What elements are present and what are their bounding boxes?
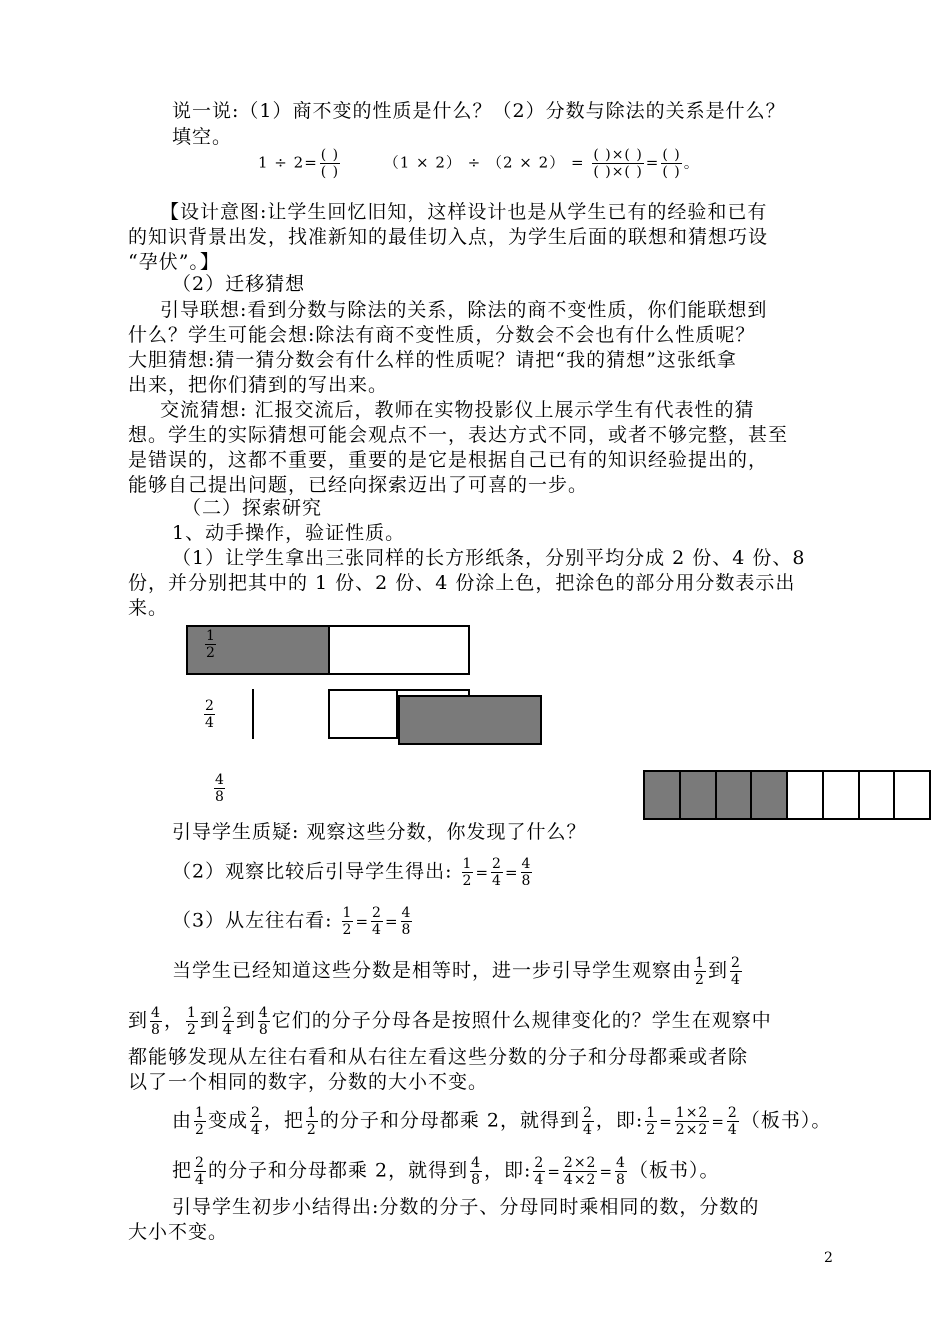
- design-3: “孕伏”。】: [128, 251, 220, 273]
- exchange-2: 想。学生的实际猜想可能会观点不一，表达方式不同，或者不够完整，甚至: [128, 424, 789, 446]
- label-1-2: $\frac{1}{2}$: [206, 628, 215, 661]
- explore-1: 1、动手操作，验证性质。: [172, 522, 406, 544]
- expr1: 1 ÷ 2=: [258, 153, 318, 172]
- exchange-3: 是错误的，这都不重要，重要的是它是根据自己已有的知识经验提出的，: [128, 449, 769, 471]
- exchange-1: 交流猜想: 汇报交流后，教师在实物投影仪上展示学生有代表性的猜: [160, 399, 755, 421]
- board-2: 把 $\frac{2}{4}$ 的分子和分母都乘 2，就得到 $\frac{4}{8}$ ，即: $\frac{2}{4}$ = $\frac{2\times 2}{4\times 2}$ = $\frac{4}{8}$ （板书）。: [172, 1155, 720, 1188]
- eighth-shaded: [752, 772, 788, 818]
- half-blank: [328, 625, 470, 675]
- guide-1: 引导联想:看到分数与除法的关系，除法的商不变性质，你们能联想到: [160, 299, 768, 321]
- eighth-blank: [895, 772, 929, 818]
- eighths-strip: [643, 770, 931, 820]
- text-say: 说一说:（1）商不变的性质是什么？（2）分数与除法的关系是什么？: [172, 100, 786, 122]
- summary-2: 大小不变。: [128, 1221, 229, 1243]
- rule-line-3: 以了一个相同的数字，分数的大小不变。: [128, 1071, 489, 1093]
- eighth-shaded: [645, 772, 681, 818]
- frac-b: $\frac{( )}{( )}$: [662, 147, 681, 180]
- section-explore: （二）探索研究: [182, 497, 323, 519]
- quarter-divider: [396, 689, 398, 739]
- summary-1: 引导学生初步小结得出:分数的分子、分母同时乘相同的数，分数的: [172, 1196, 760, 1218]
- op1-3: 来。: [128, 597, 169, 619]
- rule-line-1: 到 $\frac{4}{8}$ ， $\frac{1}{2}$ 到 $\frac{2}{4}$ 到 $\frac{4}{8}$ 它们的分子分母各是按照什么规律变化的？学生在观察中: [128, 1005, 772, 1038]
- guide-3: 大胆猜想:猜一猜分数会有什么样的性质呢？请把“我的猜想”这张纸拿: [128, 349, 737, 371]
- text-fill: 填空。: [172, 126, 233, 148]
- op1-1: （1）让学生拿出三张同样的长方形纸条，分别平均分成 2 份、4 份、8: [172, 547, 806, 569]
- when-line: 当学生已经知道这些分数是相等时，进一步引导学生观察由 $\frac{1}{2}$ 到 $\frac{2}{4}$: [172, 955, 741, 988]
- quarter-shaded: [398, 695, 542, 745]
- eighth-shaded: [681, 772, 717, 818]
- eighth-blank: [860, 772, 896, 818]
- question: 引导学生质疑: 观察这些分数，你发现了什么？: [172, 821, 587, 843]
- design-2: 的知识背景出发，找准新知的最佳切入点，为学生后面的联想和猜想巧设: [128, 226, 769, 248]
- guide-4: 出来，把你们猜到的写出来。: [128, 374, 389, 396]
- eighth-shaded: [717, 772, 753, 818]
- rule-line-2: 都能够发现从左往右看和从右往左看这些分数的分子和分母都乘或者除: [128, 1046, 749, 1068]
- op2: （2）观察比较后引导学生得出: $\frac{1}{2}$ = $\frac{2}{4}$ = $\frac{4}{8}$: [172, 856, 532, 889]
- label-4-8: $\frac{4}{8}$: [215, 772, 224, 805]
- design-1: 【设计意图:让学生回忆旧知，这样设计也是从学生已有的经验和已有: [160, 201, 768, 223]
- expr2: （1 × 2） ÷ （2 × 2） =: [383, 153, 585, 172]
- op3: （3）从左往右看: $\frac{1}{2}$ = $\frac{2}{4}$ = $\frac{4}{8}$: [172, 905, 412, 938]
- divider-mark: [252, 689, 254, 739]
- section-transfer: （2）迁移猜想: [172, 273, 306, 295]
- board-1: 由 $\frac{1}{2}$ 变成 $\frac{2}{4}$ ，把 $\frac{1}{2}$ 的分子和分母都乘 2，就得到 $\frac{2}{4}$ ，即: $\frac{1}{2}$ = $\frac{1\times 2}{2\times 2}$ = $\frac{2}{4}$ （板书）。: [172, 1105, 832, 1138]
- eighth-blank: [788, 772, 824, 818]
- guide-2: 什么？学生可能会想:除法有商不变性质，分数会不会也有什么性质呢？: [128, 324, 756, 346]
- frac-a: $\frac{( )\times( )}{( )\times( )}$: [593, 147, 643, 180]
- label-2-4: $\frac{2}{4}$: [205, 698, 214, 731]
- op1-2: 份，并分别把其中的 1 份、2 份、4 份涂上色，把涂色的部分用分数表示出: [128, 572, 796, 594]
- fill-formula: 1 ÷ 2= $\frac{( )}{( )}$ （1 × 2） ÷ （2 × 2） = $\frac{( )\times( )}{( )\times( )}$ = $\frac{( )}{( )}$ 。: [258, 147, 700, 180]
- eighth-blank: [824, 772, 860, 818]
- exchange-4: 能够自己提出问题，已经向探索迈出了可喜的一步。: [128, 474, 589, 496]
- page-number: 2: [824, 1250, 833, 1266]
